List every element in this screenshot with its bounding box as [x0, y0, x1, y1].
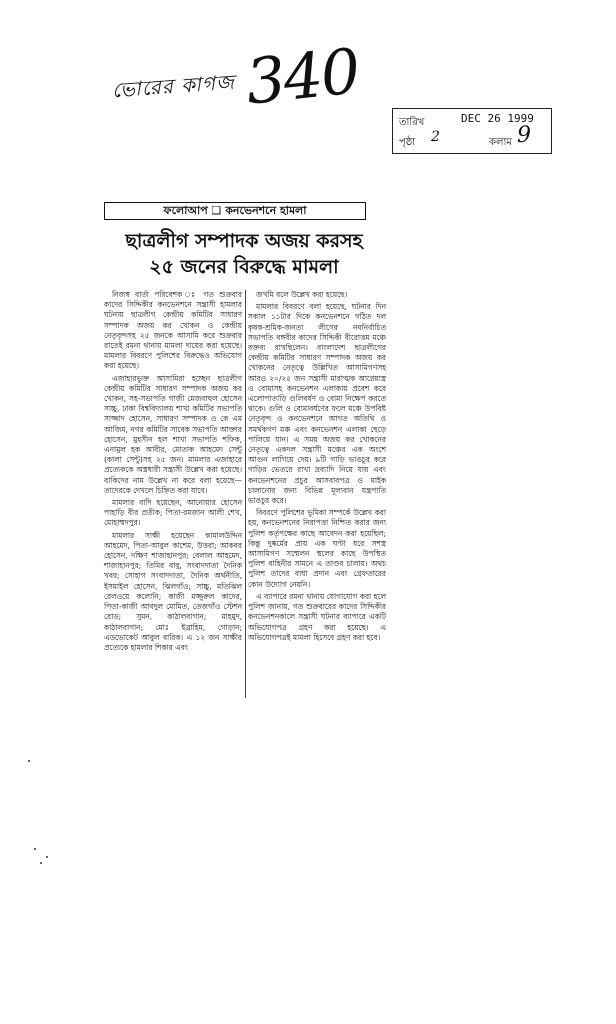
column-divider — [245, 290, 246, 698]
handwritten-source-note: ভোরের কাগজ — [111, 69, 236, 103]
stamp-date-value: DEC 26 1999 — [461, 112, 534, 125]
stamp-page-value: 2 — [431, 129, 440, 145]
paragraph: এজাহারভুক্ত আসামিরা হচ্ছেন ছাত্রলীগ কেন্দ্রীয় কমিটির সাধারণ সম্পাদক অজয় কর খোকন, সহ-সভাপতি গাজী মেজবাহুল হোসেন সাচ্চু, ঢাকা বিশ্ববিদ্যালয় শাখা কমিটির সভাপতি সাজ্জাদ হোসেন, সাধারণ সম্পাদক ও কে এম আজিম, নগর কমিটির সাবেক সভাপতি আক্তার হোসেন, মুহসীন হল শাখা সভাপতি শফিক, এনামুল হক আবীর, মোতাক আহমেদ সেন্টু (কালা সেন্টু)সহ ২৫ জন। মামলার এজাহারে প্রত্যেককে অস্ত্রধারী সন্ত্রাসী উল্লেখ করা হয়েছে। বাকিদের নাম উল্লেখ না করে বলা হয়েছে—তাদেরকে দেখলে চিহ্নিত করা যাবে। — [104, 373, 242, 495]
article-headline — [112, 228, 376, 280]
headline-line-1: ছাত্রলীগ সম্পাদক অজয় করসহ — [125, 230, 363, 252]
stamp-column-value: 9 — [517, 123, 531, 148]
scan-speck — [28, 760, 30, 762]
stamp-column-label: কলাম — [489, 137, 512, 148]
date-stamp — [392, 108, 552, 154]
paragraph: মামলার সাক্ষী হয়েছেন কামালউদ্দিন আহমেদ, পিতা-আবুল কাশেম, উত্তরা; আকবর হোসেন, দক্ষিণ শাজাহানপুর; বেলাল আহমেদ, শাজাহানপুর; তিমির বাবু, সংবাদদাতা দৈনিক খবর; সোহাগ সংবাদদাতা, দৈনিক অর্থনীতি, ইসমাইল হোসেন, ঝিলগাঁও; সাচ্চু, মতিঝিল রেলওয়ে কলোনি; কাজী মজ্জুরুল কাদের, পিতা-কাজী আবদুল মোমিত, তেজগাঁও স্টেশন রোড; সুমন, কাঠালবাগান; মাহমুদ, কাঠালবাগান; মোঃ ইব্রাহিম, গোড়ান; এডভোকেট আবুল বারিক। এ ১২ জন সাক্ষীর প্রত্যেকে হামলার শিকার এবং — [104, 530, 242, 652]
newspaper-clipping — [104, 198, 394, 702]
article-left-column — [104, 290, 242, 653]
paragraph: মামলার বাদি হয়েছেন, আনোয়ার হোসেন পাহাড়ি বীর প্রতীক; পিতা-রমজান আলী শেখ, মোহাম্মদপুর। — [104, 498, 242, 528]
scan-speck — [34, 848, 36, 850]
stamp-page-label: পৃষ্ঠা — [399, 137, 416, 148]
stamp-date-label: তারিখ — [399, 117, 425, 128]
scan-speck — [40, 862, 42, 864]
paragraph: জখমি বলে উল্লেখ করা হয়েছে। — [256, 290, 348, 299]
article-right-column — [248, 290, 386, 643]
paragraph: নিজস্ব বার্তা পরিবেশক ঃ গত শুক্রবার কাদের সিদ্দিকীর কনভেনশনে সন্ত্রাসী হামলার ঘটনায় ছাত্রলীগ কেন্দ্রীয় কমিটির সাধারণ সম্পাদক অজয় কর খোকন ও কেন্দ্রীয় নেতৃবৃন্দসহ ২৫ জনকে আসামি করে শুক্রবার রাতেই রমনা থানায় মামলা দায়ের করা হয়েছে। মামলার বিবরণে পুলিশের বিরুদ্ধেও অভিযোগ করা হয়েছে। — [104, 290, 242, 371]
paragraph: এ ব্যাপারে রমনা থানায় যোগাযোগ করা হলে পুলিশ জানায়, গত শুক্রবারের কাদের সিদ্দিকীর কনভেনশনকালে সন্ত্রাসী ঘটনার ব্যাপারে একটি অভিযোগপত্র গ্রহণ করা হয়েছে। এ অভিযোগপত্রই মামলা হিসেবে গ্রহণ করা হবে। — [248, 591, 386, 642]
paragraph: বিবরণে পুলিশের ভূমিকা সম্পর্কে উল্লেখ করা হয়, কনভেনশনের নিরাপত্তা নিশ্চিত করার জন্য পুলিশ কর্তৃপক্ষের কাছে আবেদন করা হয়েছিল; কিন্তু দুষ্কর্মের প্রায় এক ঘণ্টা ধরে সশস্ত্র আসামিগণ সম্মেলন স্থলের কাছে উপস্থিত পুলিশ বাহিনীর সামনে এ তাণ্ডব চালায়। অথচ পুলিশ তাদের বাধা প্রদান এবং গ্রেফতারের কোন উদ্যোগ নেয়নি। — [248, 508, 386, 589]
handwritten-page-number: 340 — [242, 34, 362, 119]
article-kicker: ফলোআপ ❑ কনভেনশনে হামলা — [104, 202, 366, 220]
scan-speck — [46, 856, 48, 858]
headline-line-2: ২৫ জনের বিরুদ্ধে মামলা — [149, 256, 339, 278]
paragraph: মামলার বিবরণে বলা হয়েছে, ঘটনার দিন সকাল ১১টার দিকে কনভেনশনে গঠিত দল কৃষক-শ্রমিক-জনতা লীগের নবনির্বাচিত সভাপতি বঙ্গবীর কাদের সিদ্দিকী বীরোত্তম মঞ্চে বক্তব্য রাখছিলেন। বাংলাদেশ ছাত্রলীগের কেন্দ্রীয় কমিটির সাধারণ সম্পাদক অজয় কর খোকনের নেতৃত্বে উল্লিখিত আসামিগণসহ আরও ২০/২৫ জন সন্ত্রাসী মারাত্মক আগ্নেয়াস্ত্র ও বোমাসহ কনভেনশন এলাকায় প্রবেশ করে এলোপাতাড়ি গুলিবর্ষণ ও বোমা নিক্ষেপ করতে থাকে। গুলি ও বোমাবর্ষণের ফলে মঞ্চে উপবিষ্ট নেতৃবৃন্দ ও কনভেনশনে আগত অতিথি ও সমর্থকগণ মঞ্চ এবং কনভেনশন এলাকা ছেড়ে পালিয়ে যান। এ সময় অজয় কর খোকনের নেতৃত্বে একদল সন্ত্রাসী মঞ্চের এক অংশে আগুন লাগিয়ে দেয়। ৯টি গাড়ি ভাঙচুর করে গাড়ির ভেতরে রাখা দ্রব্যাদি নিয়ে যায় এবং কনভেনশনের প্রচুর আসবাবপত্র ও মাইক চালানোর জন্য বিভিন্ন মূল্যবান যন্ত্রপাতি ভাঙচুর করে। — [248, 302, 386, 506]
